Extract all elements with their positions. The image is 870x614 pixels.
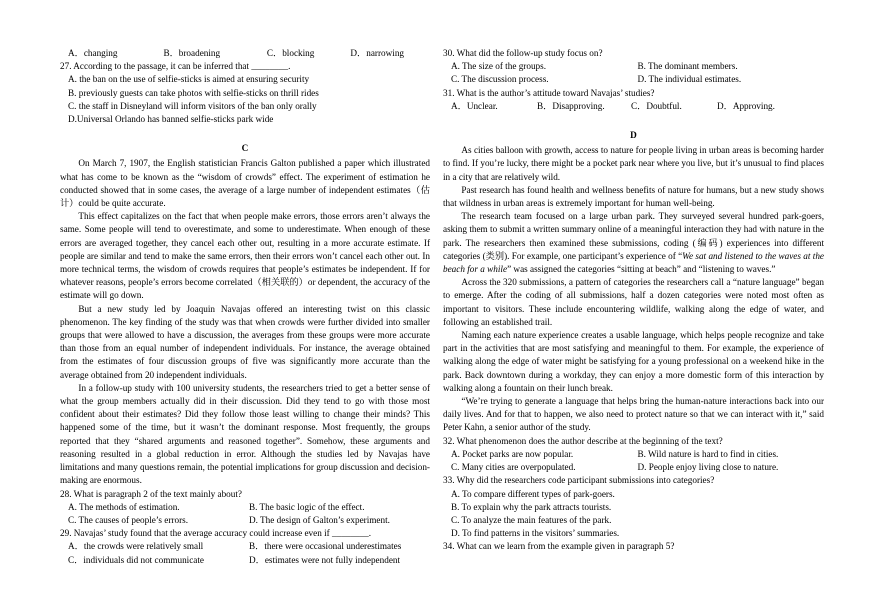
passage-c-paragraph-1: On March 7, 1907, the English statistician Francis Galton published a paper which illustrated what has come to be known as the “wisdom of crowds” effect. The experiment of estimation he conducted showed that in some cases, the average of a large number of independent estimates（估计）could be quite accurate.	[60, 158, 430, 209]
q33-option-d: D. To find patterns in the visitors’ summaries.	[451, 528, 620, 539]
q30-option-a: A. The size of the groups.	[451, 61, 547, 72]
q27-option-a: A. the ban on the use of selfie-sticks is aimed at ensuring security	[68, 74, 310, 85]
q28-option-c: C. The causes of people’s errors.	[68, 514, 188, 525]
passage-d-paragraph-1: As cities balloon with growth, access to nature for people living in urban areas is becoming harder to find. If you’re lucky, there might be a pocket park near where you live, but it’s unusual to find places in a city that are relatively wild.	[443, 145, 824, 182]
q32-option-c: C. Many cities are overpopulated.	[451, 462, 576, 473]
q33-option-b: B. To explain why the park attracts tourists.	[451, 501, 612, 512]
q30-option-d: D. The individual estimates.	[637, 74, 742, 85]
question-31	[443, 87, 824, 113]
p3-text-after: ” was assigned the categories “sitting at beach” and “listening to waves.”	[507, 264, 776, 275]
passage-c-paragraph-2: This effect capitalizes on the fact that when people make errors, those errors aren’t always the same. Some people will tend to overestimate, and some to underestimate. When enough of these errors are averaged together, they cancel each other out, resulting in a more accurate estimate. If people are similar and tend to make the same errors, then their errors won’t cancel each other out. In more technical terms, the wisdom of crowds requires that people’s estimates be independent. If for whatever reasons, people’s errors become correlated（相关联的）or dependent, the accuracy of the estimate will go down.	[60, 211, 430, 301]
q28-stem: 28. What is paragraph 2 of the text mainly about?	[60, 488, 242, 499]
question-27	[60, 60, 430, 126]
question-30	[443, 47, 824, 87]
question-28	[60, 488, 430, 528]
q26-option-a: A．changing	[68, 48, 118, 58]
q26-options	[60, 47, 430, 60]
q26-option-d: D．narrowing	[350, 48, 405, 58]
p3-quote: We sat and listened to the waves at the beach for a while	[443, 250, 824, 275]
q28-option-a: A. The methods of estimation.	[68, 501, 180, 512]
passage-d-paragraph-2: Past research has found health and wellness benefits of nature for humans, but a new study shows that wildness in urban areas is extremely important for human well-being.	[443, 184, 824, 209]
q29-stem: 29. Navajas’ study found that the average accuracy could increase even if ________.	[60, 528, 372, 539]
section-c-heading: C	[241, 143, 249, 154]
q27-option-d: D.Universal Orlando has banned selfie-sticks park wide	[68, 114, 274, 125]
q31-option-b: B．Disapproving.	[537, 100, 605, 111]
q29-option-c: C．individuals did not communicate	[68, 554, 205, 565]
q32-stem: 32. What phenomenon does the author describe at the beginning of the text?	[443, 435, 723, 446]
q26-option-c: C．blocking	[266, 48, 315, 58]
q31-option-c: C．Doubtful.	[631, 100, 682, 111]
q33-option-a: A. To compare different types of park-goers.	[451, 488, 615, 499]
q30-option-c: C. The discussion process.	[451, 74, 549, 85]
left-column	[60, 47, 430, 567]
passage-d-paragraph-3	[443, 210, 824, 276]
q34-stem: 34. What can we learn from the example given in paragraph 5?	[443, 541, 675, 552]
section-d-heading: D	[630, 130, 637, 141]
q31-option-a: A．Unclear.	[451, 100, 498, 111]
passage-d-paragraph-6: “We’re trying to generate a language that helps bring the human-nature interactions back into our daily lives. And for that to happen, we also need to protect nature so that we can interact with it,” said Peter Kahn, a senior author of the study.	[443, 396, 824, 433]
q28-option-d: D. The design of Galton’s experiment.	[249, 514, 390, 525]
question-33	[443, 474, 824, 540]
p3-text-before: The research team focused on a large urban park. They surveyed several hundred park-goers, asking them to submit a written summary online of a meaningful interaction they had with nature in the park. The researchers then examined these submissions, coding (编码) experiences into different categories (类别). For example, one participant’s experience of “	[443, 211, 824, 261]
q33-stem: 33. Why did the researchers code participant submissions into categories?	[443, 475, 715, 486]
q31-option-d: D．Approving.	[717, 100, 775, 111]
q27-option-c: C. the staff in Disneyland will inform visitors of the ban only orally	[68, 100, 317, 111]
question-29	[60, 527, 430, 567]
q29-option-b: B．there were occasional underestimates	[249, 541, 402, 552]
q26-option-b: B．broadening	[163, 48, 221, 58]
q32-option-a: A. Pocket parks are now popular.	[451, 448, 574, 459]
q33-option-c: C. To analyze the main features of the park.	[451, 514, 612, 525]
q32-option-b: B. Wild nature is hard to find in cities.	[637, 448, 779, 459]
passage-d-paragraph-4: Across the 320 submissions, a pattern of categories the researchers call a “nature language” began to emerge. After the coding of all submissions, half a dozen categories were noted most often as important to visitors. These include encountering wildlife, walking along the edge of water, and following an established trail.	[443, 277, 824, 327]
q30-option-b: B. The dominant members.	[637, 61, 738, 72]
passage-c-paragraph-4: In a follow-up study with 100 university students, the researchers tried to get a better sense of what the group members actually did in their discussion. Did they tend to go with those most confident about their estimates? Did they follow those least willing to change their minds? This happened some of the time, but it wasn’t the dominant response. Most frequently, the groups reported that they “shared arguments and reasoned together”. Somehow, these arguments and reasoning resulted in a global reduction in error. Although the studies led by Navajas have limitations and many questions remain, the potential implications for group discussion and decision-making are enormous.	[60, 382, 430, 486]
passage-c-paragraph-3: But a new study led by Joaquin Navajas offered an interesting twist on this classic phenomenon. The key finding of the study was that when crowds were further divided into smaller groups that were allowed to have a discussion, the averages from these groups were more accurate than those from an equal number of independent individuals. For instance, the average obtained from the estimates of four discussion groups of five was significantly more accurate than the average obtained from 20 independent individuals.	[60, 303, 430, 380]
q29-option-d: D．estimates were not fully independent	[249, 554, 401, 565]
question-32	[443, 435, 824, 475]
passage-d-paragraph-5: Naming each nature experience creates a usable language, which helps people recognize and take part in the activities that are most satisfying and meaningful to them. For example, the experience of walking along the edge of water might be satisfying for a young professional on a weekend hike in the park. Back downtown during a workday, they can enjoy a more domestic form of this interaction by walking along a fountain on their lunch break.	[443, 330, 824, 393]
q31-stem: 31. What is the author’s attitude toward Navajas’ studies?	[443, 87, 655, 98]
q27-option-b: B. previously guests can take photos with selfie-sticks on thrill rides	[68, 87, 319, 98]
q28-option-b: B. The basic logic of the effect.	[249, 501, 365, 512]
q29-option-a: A．the crowds were relatively small	[68, 541, 204, 552]
q27-stem: 27. According to the passage, it can be inferred that ________.	[60, 61, 291, 72]
right-column	[443, 47, 824, 554]
q32-option-d: D. People enjoy living close to nature.	[637, 462, 779, 473]
q30-stem: 30. What did the follow-up study focus on?	[443, 48, 603, 58]
